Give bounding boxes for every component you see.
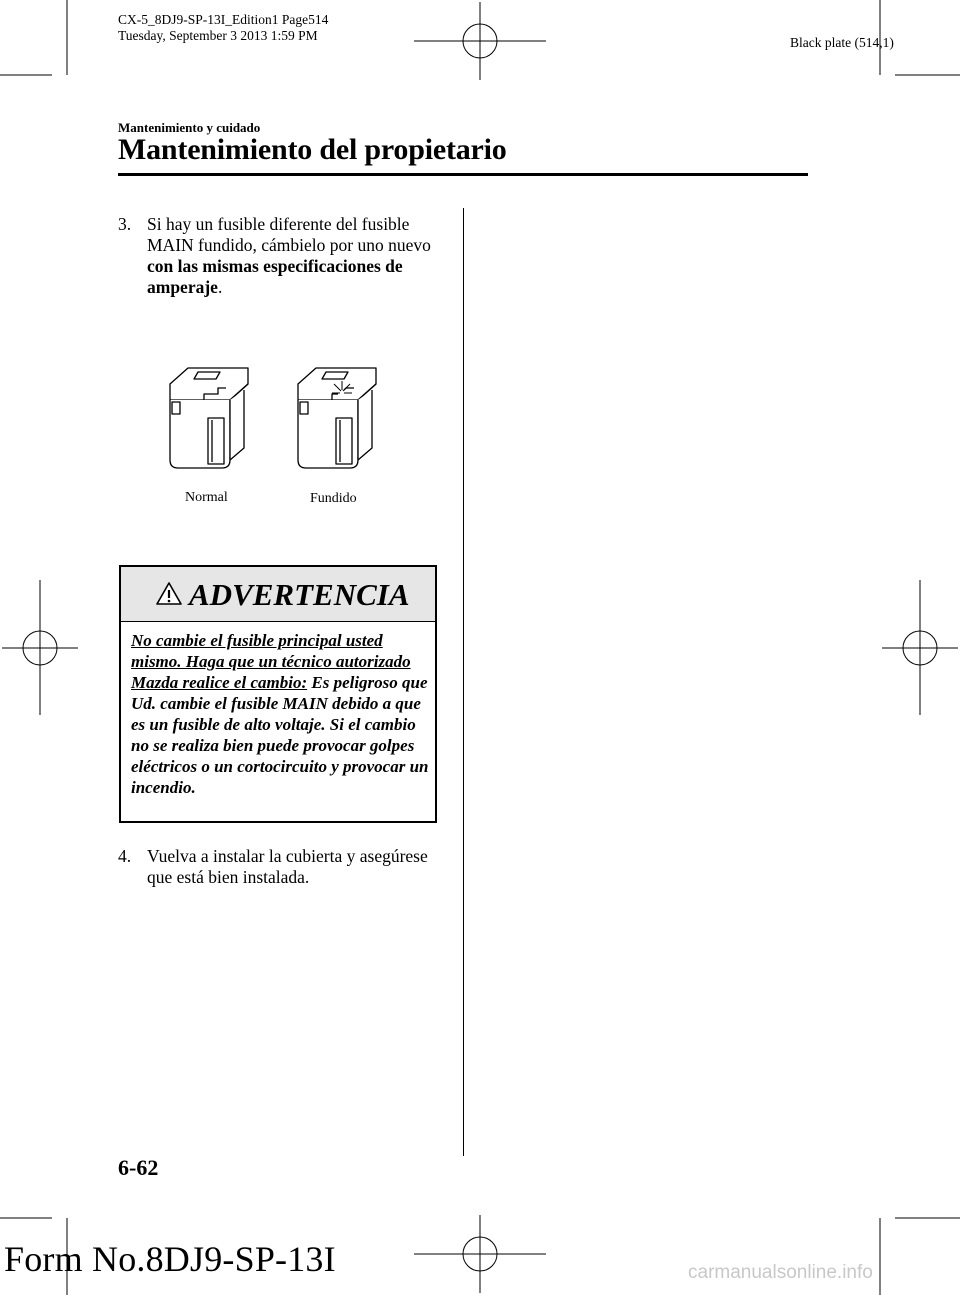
title-rule	[118, 173, 808, 176]
step-3	[118, 214, 448, 298]
watermark: carmanualsonline.info	[688, 1262, 873, 1283]
section-label: Mantenimiento y cuidado	[118, 120, 261, 135]
print-date: Tuesday, September 3 2013 1:59 PM	[118, 28, 318, 43]
file-info: CX-5_8DJ9-SP-13I_Edition1 Page514	[118, 12, 329, 27]
form-number: Form No.8DJ9-SP-13I	[4, 1239, 336, 1279]
step-emphasis: con las mismas especificaciones de amperaje	[147, 256, 403, 297]
normal-fuse-drawing	[170, 368, 248, 468]
step-text: Vuelva a instalar la cubierta y asegúrese que está bien instalada.	[147, 846, 428, 887]
page-number: 6-62	[118, 1155, 159, 1180]
warning-instruction: No cambie el fusible principal usted mismo. Haga que un técnico autorizado Mazda realice el cambio:	[131, 631, 411, 692]
warning-box	[119, 565, 437, 823]
column-divider	[463, 208, 464, 1156]
warning-text	[131, 630, 431, 798]
print-header	[118, 12, 328, 44]
warning-triangle-icon	[155, 581, 183, 606]
warning-body: Es peligroso que Ud. cambie el fusible MAIN debido a que es un fusible de alto voltaje. Si el cambio no se realiza bien puede provocar golpes eléctricos o un cortocircuito y provocar un incendio.	[131, 673, 429, 797]
blown-fuse-label: Fundido	[310, 491, 357, 506]
step-text: Si hay un fusible diferente del fusible MAIN fundido, cámbielo por uno nuevo con las mismas especificaciones de amperaje.	[147, 214, 431, 297]
warning-title: ADVERTENCIA	[189, 577, 410, 612]
fuse-illustration	[160, 360, 400, 480]
plate-info: Black plate (514,1)	[790, 35, 894, 50]
step-4	[118, 846, 448, 888]
page-title: Mantenimiento del propietario	[118, 133, 507, 166]
blown-fuse-drawing	[298, 368, 376, 468]
step-number: 3.	[118, 214, 132, 234]
warning-header	[121, 567, 435, 622]
normal-fuse-label: Normal	[185, 490, 228, 505]
step-number: 4.	[118, 846, 132, 866]
